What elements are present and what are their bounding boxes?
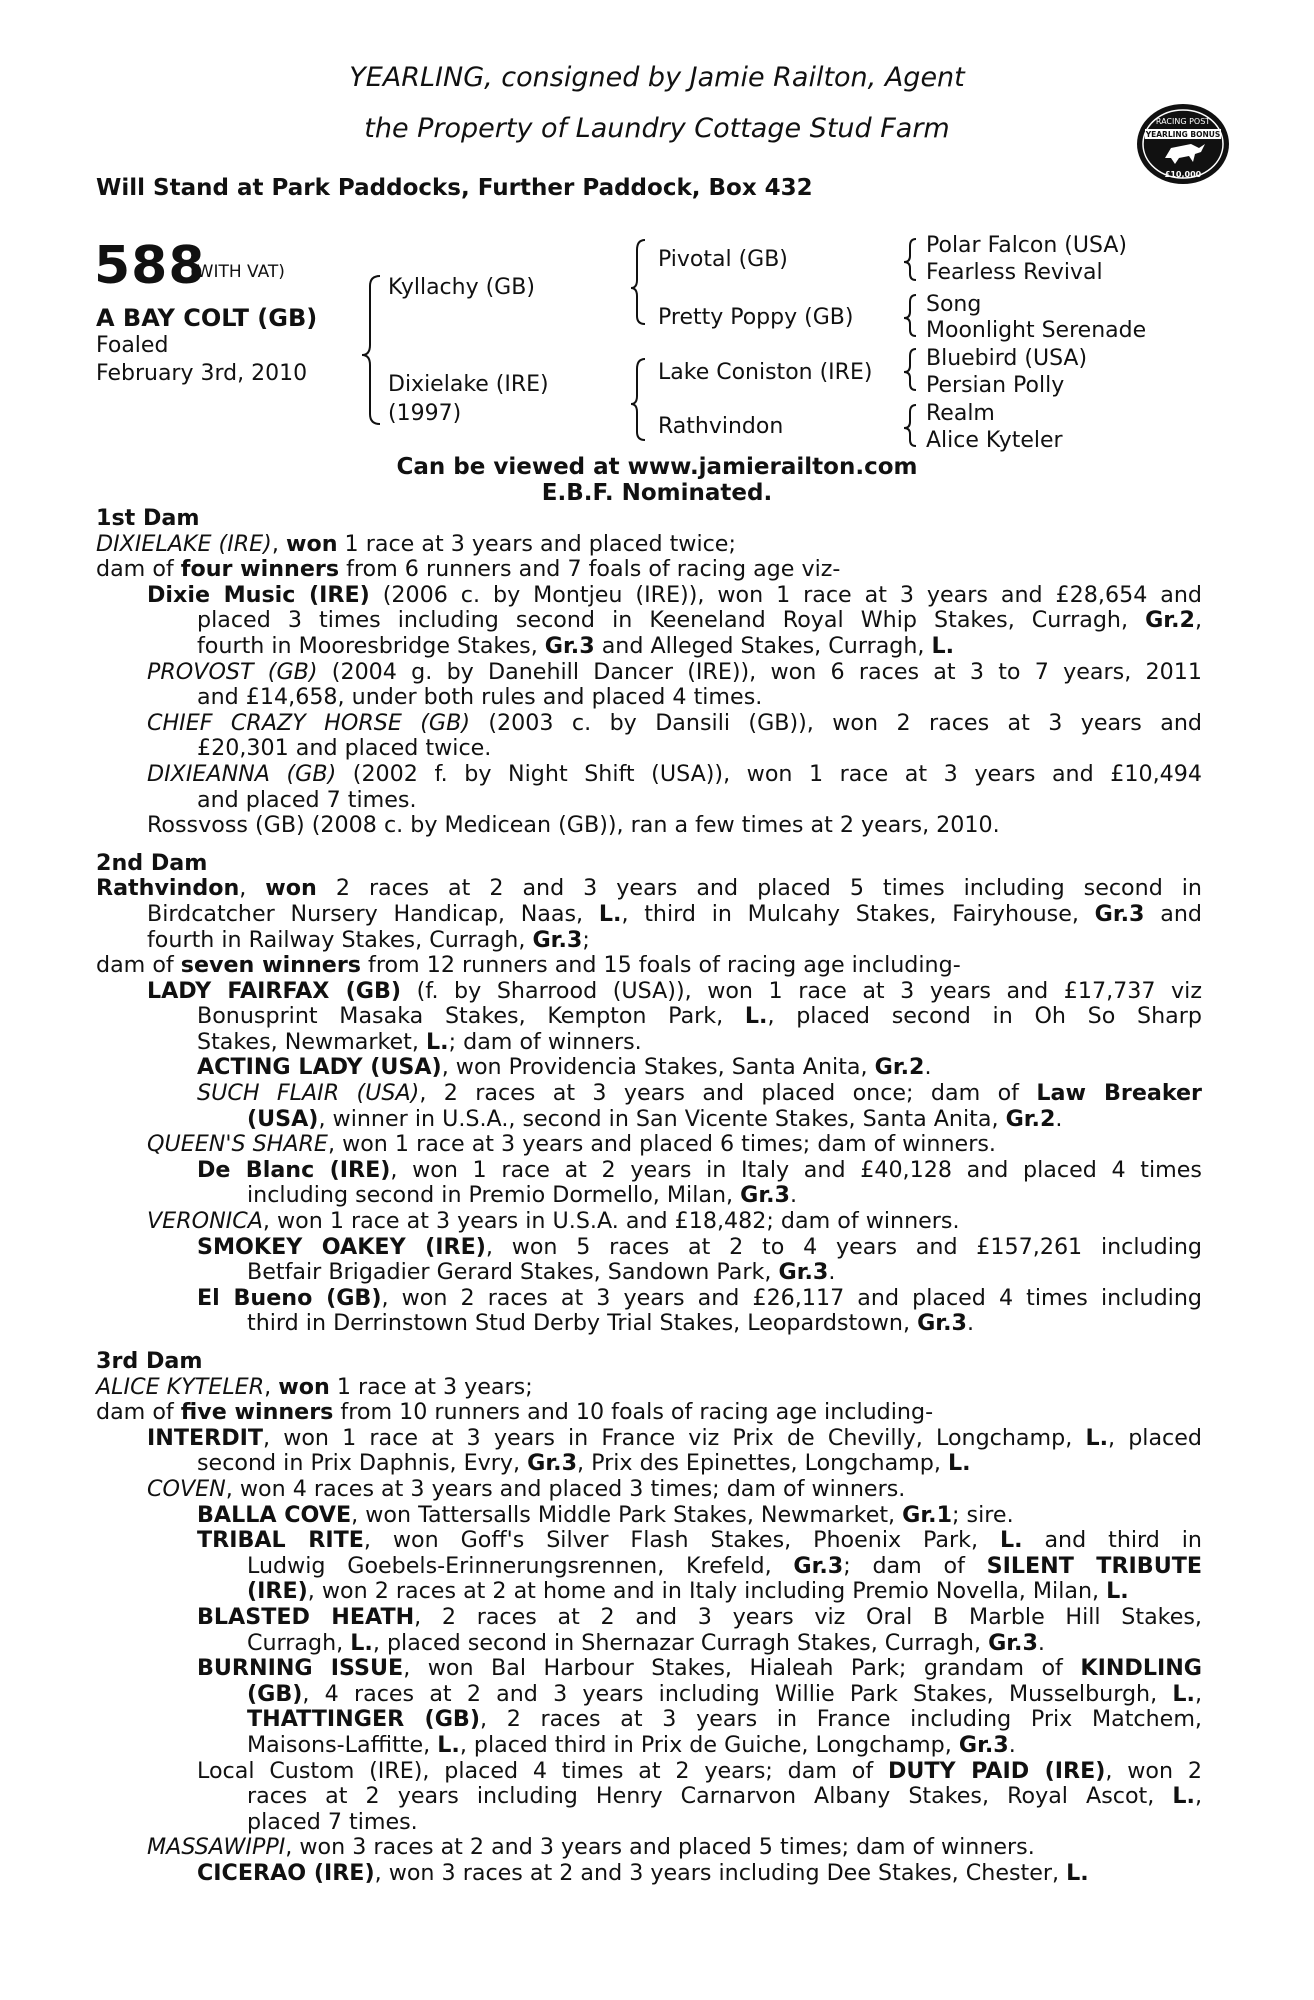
foaled-label: Foaled [96,333,169,358]
text-line: SMOKEY OAKEY (IRE), won 5 races at 2 to 4 years and £157,261 including [197,1233,1202,1260]
text-line: Local Custom (IRE), placed 4 times at 2 years; dam of DUTY PAID (IRE), won 2 [197,1757,1202,1784]
first-dam-heading: 1st Dam [96,505,200,531]
text-line: Rossvoss (GB) (2008 c. by Medicean (GB)), ran a few times at 2 years, 2010. [147,812,1000,839]
dam-dam: Rathvindon [658,414,784,439]
badge-mid-text: YEARLING BONUS [1145,130,1221,139]
dam-sire: Lake Coniston (IRE) [658,360,873,385]
text-line: £20,301 and placed twice. [197,735,492,762]
third-dam-heading: 3rd Dam [96,1348,203,1374]
text-line: (IRE), won 2 races at 2 at home and in Italy including Premio Novella, Milan, L. [247,1578,1129,1605]
lot-number: 588 [94,236,206,296]
pedigree-braces [0,0,1314,460]
text-line: Birdcatcher Nursery Handicap, Naas, L., third in Mulcahy Stakes, Fairyhouse, Gr.3 and [147,900,1202,927]
text-line: dam of five winners from 10 runners and 10 foals of racing age including- [96,1399,934,1426]
text-line: Stakes, Newmarket, L.; dam of winners. [197,1028,642,1055]
sire-sire: Pivotal (GB) [658,247,788,272]
badge-top-text: RACING POST [1155,117,1211,126]
text-line: Ludwig Goebels-Erinnerungsrennen, Krefeld, Gr.3; dam of SILENT TRIBUTE [247,1552,1203,1579]
text-line: TRIBAL RITE, won Goff's Silver Flash Stakes, Phoenix Park, L. and third in [197,1527,1202,1554]
badge-bottom-text: £10,000 [1164,170,1202,179]
ggp-7: Realm [926,401,995,426]
text-line: (GB), 4 races at 2 and 3 years including Willie Park Stakes, Musselburgh, L., [247,1680,1202,1707]
text-line: THATTINGER (GB), 2 races at 3 years in France including Prix Matchem, [247,1706,1202,1733]
text-line: INTERDIT, won 1 race at 3 years in France viz Prix de Chevilly, Longchamp, L., placed [147,1424,1202,1451]
sire: Kyllachy (GB) [388,275,535,300]
text-line: BURNING ISSUE, won Bal Harbour Stakes, Hialeah Park; grandam of KINDLING [197,1655,1202,1682]
text-line: (USA), winner in U.S.A., second in San Vicente Stakes, Santa Anita, Gr.2. [247,1105,1063,1132]
text-line: De Blanc (IRE), won 1 race at 2 years in Italy and £40,128 and placed 4 times [197,1156,1202,1183]
text-line: Bonusprint Masaka Stakes, Kempton Park, L., placed second in Oh So Sharp [197,1003,1202,1030]
ggp-4: Moonlight Serenade [926,318,1147,343]
ggp-1: Polar Falcon (USA) [926,233,1127,258]
property-line: the Property of Laundry Cottage Stud Farm [364,113,950,144]
text-line: ACTING LADY (USA), won Providencia Stakes, Santa Anita, Gr.2. [197,1054,932,1081]
sire-dam: Pretty Poppy (GB) [658,305,854,330]
foaled-date: February 3rd, 2010 [96,361,308,386]
text-line: fourth in Mooresbridge Stakes, Gr.3 and Alleged Stakes, Curragh, L. [197,632,955,659]
stand-location: Will Stand at Park Paddocks, Further Paddock, Box 432 [96,175,813,201]
text-line: VERONICA, won 1 race at 3 years in U.S.A. and £18,482; dam of winners. [147,1208,960,1235]
text-line: CICERAO (IRE), won 3 races at 2 and 3 years including Dee Stakes, Chester, L. [197,1859,1089,1886]
text-line: and placed 7 times. [197,786,417,813]
vat-note: (WITH VAT) [190,262,285,282]
second-dam-heading: 2nd Dam [96,849,208,876]
text-line: races at 2 years including Henry Carnarvon Albany Stakes, Royal Ascot, L., [247,1783,1202,1810]
ggp-5: Bluebird (USA) [926,346,1088,371]
text-line: QUEEN'S SHARE, won 1 race at 3 years and placed 6 times; dam of winners. [147,1131,996,1158]
consignment-line: YEARLING, consigned by Jamie Railton, Agent [349,62,965,93]
text-line: COVEN, won 4 races at 3 years and placed 3 times; dam of winners. [147,1475,906,1502]
text-line: ALICE KYTELER, won 1 race at 3 years; [96,1373,533,1400]
text-line: BLASTED HEATH, 2 races at 2 and 3 years viz Oral B Marble Hill Stakes, [197,1603,1202,1630]
text-line: dam of seven winners from 12 runners and 15 foals of racing age including- [96,952,961,979]
text-line: SUCH FLAIR (USA), 2 races at 3 years and placed once; dam of Law Breaker [197,1080,1203,1107]
text-line: BALLA COVE, won Tattersalls Middle Park Stakes, Newmarket, Gr.1; sire. [197,1501,1014,1528]
ggp-2: Fearless Revival [926,260,1103,285]
text-line: DIXIELAKE (IRE), won 1 race at 3 years and placed twice; [96,530,736,557]
text-line: Maisons-Laffitte, L., placed third in Prix de Guiche, Longchamp, Gr.3. [247,1731,1016,1758]
text-line: third in Derrinstown Stud Derby Trial Stakes, Leopardstown, Gr.3. [247,1310,974,1337]
text-line: El Bueno (GB), won 2 races at 3 years and £26,117 and placed 4 times including [197,1284,1202,1311]
dam-year: (1997) [388,401,462,426]
text-line: placed 3 times including second in Keeneland Royal Whip Stakes, Curragh, Gr.2, [197,607,1202,634]
ggp-8: Alice Kyteler [926,428,1063,453]
text-line: fourth in Railway Stakes, Curragh, Gr.3; [147,926,590,953]
family-details [96,506,1202,1886]
text-line: Dixie Music (IRE) (2006 c. by Montjeu (IRE)), won 1 race at 3 years and £28,654 and [147,581,1202,608]
ggp-3: Song [926,292,982,317]
text-line: CHIEF CRAZY HORSE (GB) (2003 c. by Dansili (GB)), won 2 races at 3 years and [147,709,1202,736]
viewing-note: Can be viewed at www.jamierailton.com [396,454,918,480]
text-line: and £14,658, under both rules and placed 4 times. [197,684,763,711]
text-line: LADY FAIRFAX (GB) (f. by Sharrood (USA)), won 1 race at 3 years and £17,737 viz [147,977,1202,1004]
text-line: PROVOST (GB) (2004 g. by Danehill Dancer (IRE)), won 6 races at 3 to 7 years, 2011 [147,658,1202,685]
text-line: dam of four winners from 6 runners and 7 foals of racing age viz- [96,556,841,583]
text-line: including second in Premio Dormello, Milan, Gr.3. [247,1182,798,1209]
text-line: MASSAWIPPI, won 3 races at 2 and 3 years and placed 5 times; dam of winners. [147,1834,1035,1861]
text-line: Rathvindon, won 2 races at 2 and 3 years and placed 5 times including second in [96,875,1202,902]
text-line: second in Prix Daphnis, Evry, Gr.3, Prix des Epinettes, Longchamp, L. [197,1450,971,1477]
text-line: Curragh, L., placed second in Shernazar Curragh Stakes, Curragh, Gr.3. [247,1629,1045,1656]
horse-description: A BAY COLT (GB) [96,304,318,332]
text-line: Betfair Brigadier Gerard Stakes, Sandown Park, Gr.3. [247,1259,836,1286]
text-line: placed 7 times. [247,1808,418,1835]
ggp-6: Persian Polly [926,373,1065,398]
dam: Dixielake (IRE) [388,372,549,397]
text-line: DIXIEANNA (GB) (2002 f. by Night Shift (USA)), won 1 race at 3 years and £10,494 [147,760,1202,787]
ebf-note: E.B.F. Nominated. [541,480,773,506]
